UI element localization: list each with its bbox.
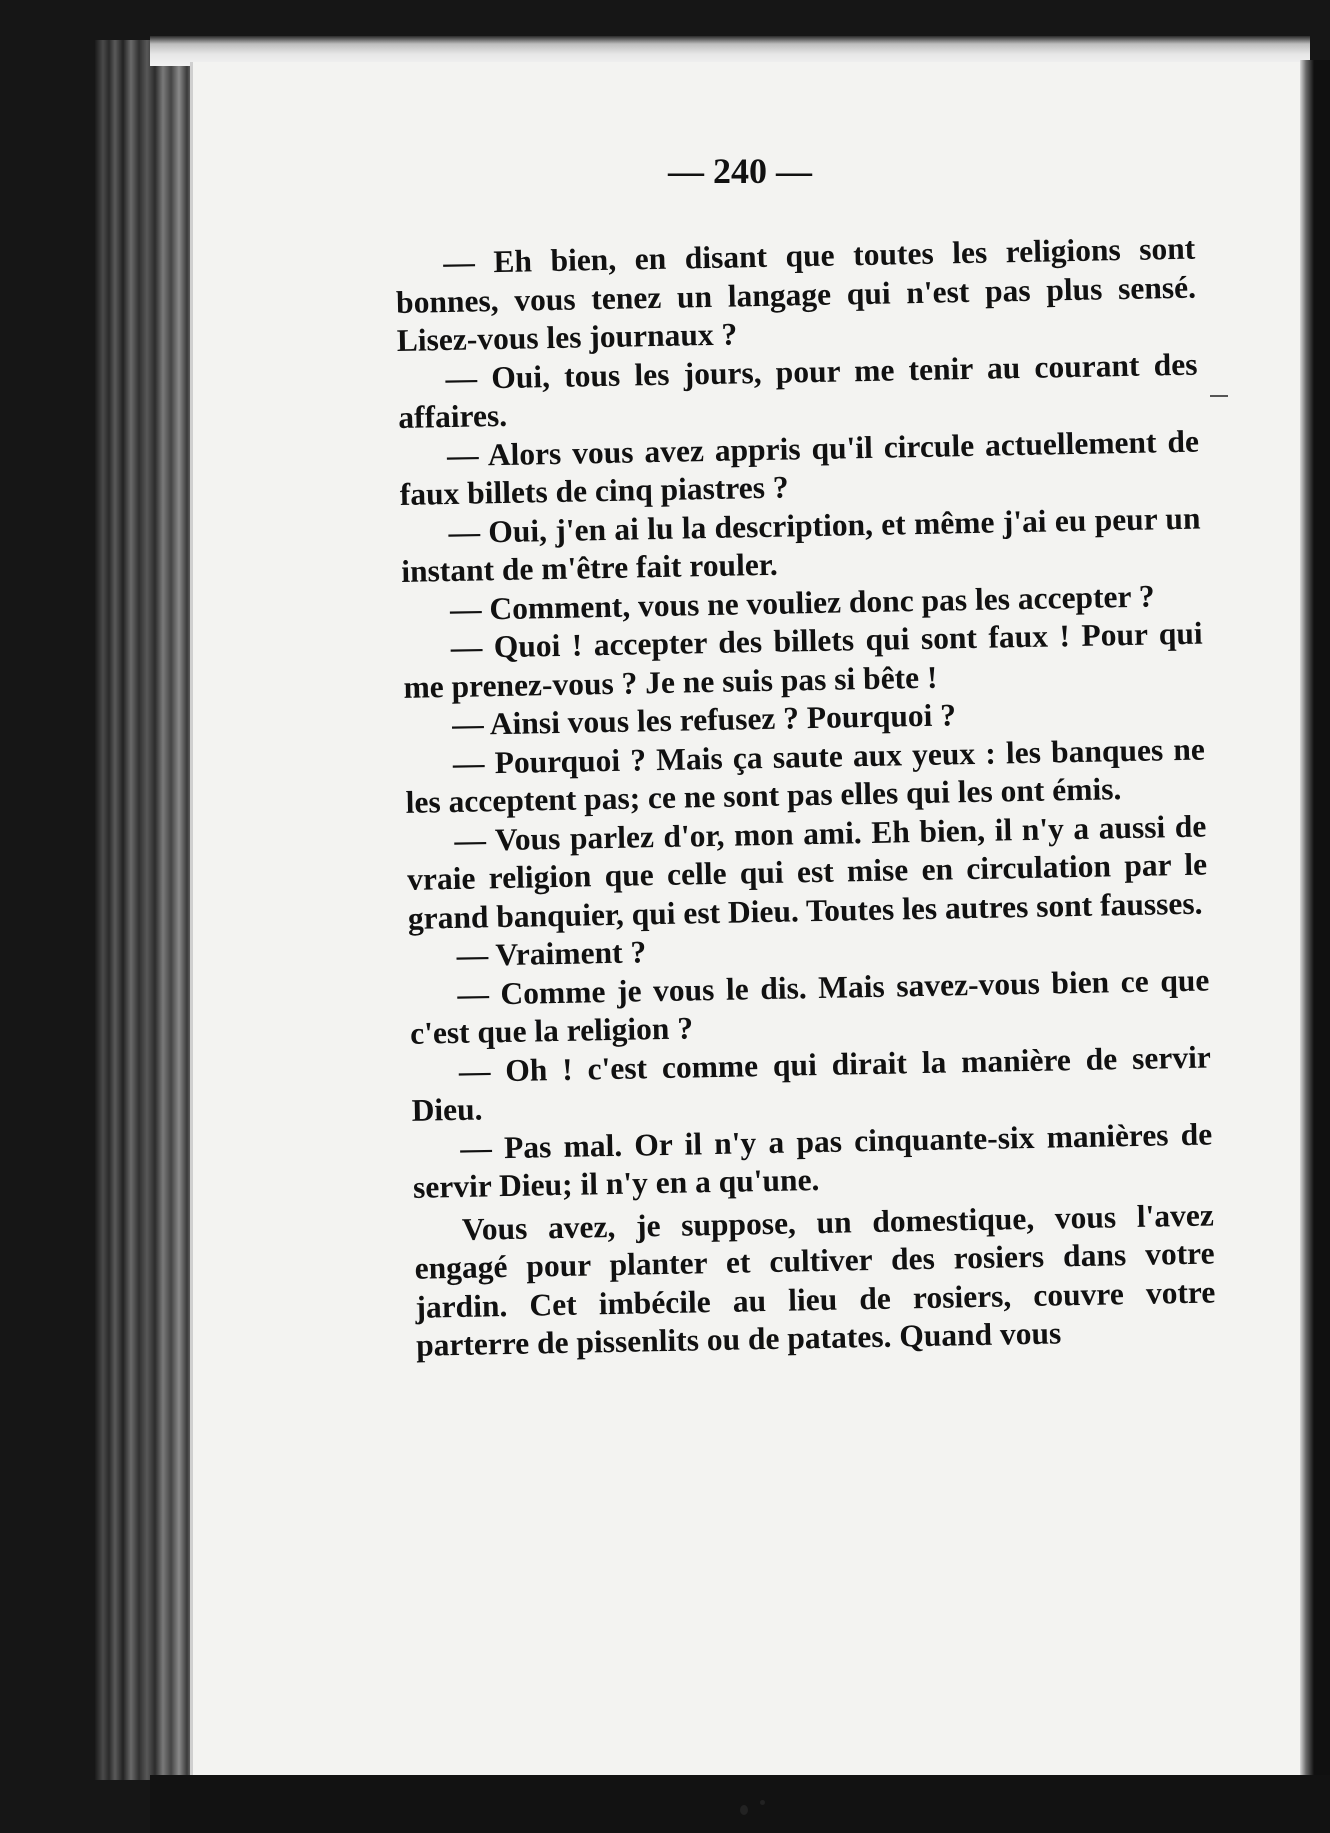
paragraph: — Pas mal. Or il n'y a pas cinquante-six manières de servir Dieu; il n'y en a qu'une. bbox=[412, 1115, 1213, 1205]
paragraph: — Ainsi vous les refusez ? Pourquoi ? bbox=[451, 697, 957, 742]
paragraph: — Quoi ! accepter des billets qui sont faux ! Pour qui me prenez-vous ? Je ne suis pas si bête ! bbox=[403, 615, 1203, 705]
paragraph: — Alors vous avez appris qu'il circule actuellement de faux billets de cinq piastres ? bbox=[399, 423, 1200, 512]
paragraph: — Oui, j'en ai lu la description, et même j'ai eu peur un instant de m'être fait rouler. bbox=[400, 500, 1201, 589]
paragraph: — Comment, vous ne vouliez donc pas les accepter ? bbox=[449, 577, 1155, 627]
paragraph: Vous avez, je suppose, un domestique, vous l'avez engagé pour planter et cultiver des rosiers dans votre jardin. Cet imbécile au lieu de rosiers, couvre votre parterre de pissenlits ou de patates. Quand vous bbox=[414, 1196, 1216, 1363]
scan-speck bbox=[740, 1805, 748, 1815]
paragraph: — Oh ! c'est comme qui dirait la manière de servir Dieu. bbox=[411, 1038, 1212, 1128]
scan-bottom-margin bbox=[150, 1775, 1330, 1833]
paragraph: — Eh bien, en disant que toutes les religions sont bonnes, vous tenez un langage qui n'est pas plus sensé. Lisez-vous les journaux ? bbox=[395, 230, 1197, 358]
body-text bbox=[395, 230, 1216, 1366]
page-number: — 240 — bbox=[668, 151, 812, 191]
page-right-edge bbox=[1300, 60, 1330, 1790]
paragraph: — Oui, tous les jours, pour me tenir au courant des affaires. bbox=[397, 346, 1198, 435]
scan-speck bbox=[1210, 395, 1228, 397]
paragraph: — Vraiment ? bbox=[456, 934, 647, 973]
paragraph: — Pourquoi ? Mais ça saute aux yeux : les banques ne les acceptent pas; ce ne sont pas elles qui les ont émis. bbox=[405, 731, 1206, 820]
paragraph: — Vous parlez d'or, mon ami. Eh bien, il n'y a aussi de vraie religion que celle qui est mise en circulation par le grand banquier, qui est Dieu. Toutes les autres sont fausses. bbox=[406, 808, 1208, 936]
book-binding-edge bbox=[95, 40, 195, 1780]
paragraph: — Comme je vous le dis. Mais savez-vous bien ce que c'est que la religion ? bbox=[409, 962, 1210, 1051]
scan-speck bbox=[760, 1800, 765, 1805]
